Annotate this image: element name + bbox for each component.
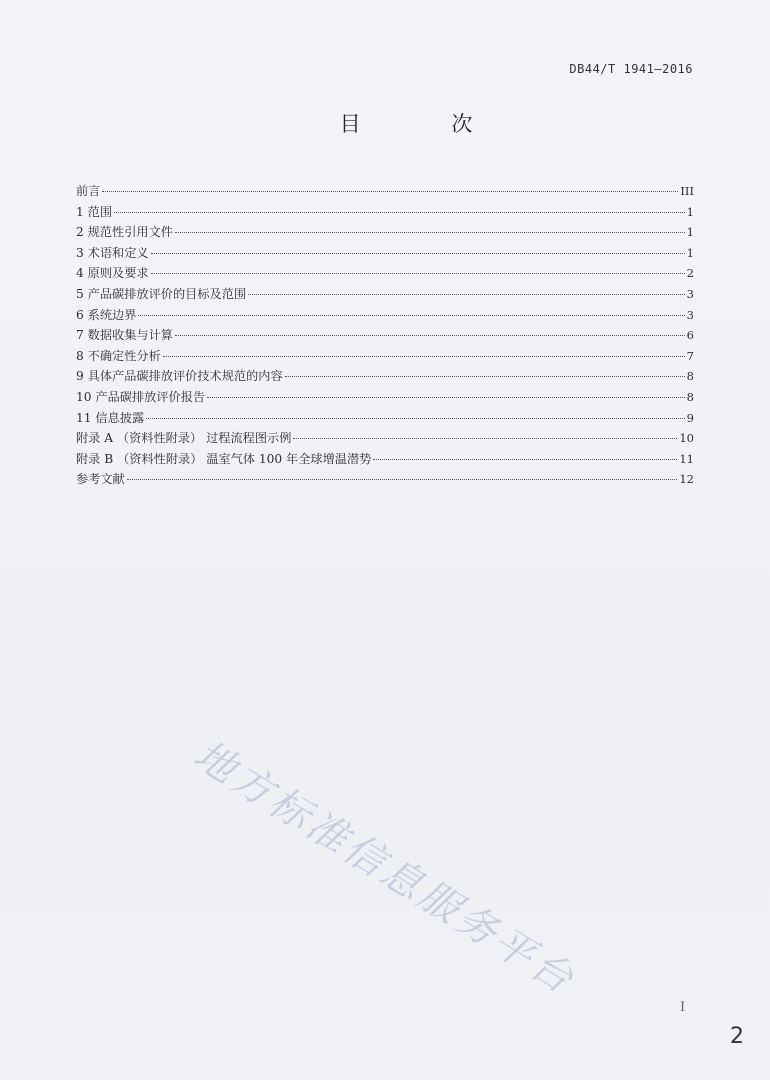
toc-entry[interactable] <box>76 470 694 491</box>
toc-entry-page: 1 <box>686 204 694 219</box>
toc-entry-label: 附录 A （资料性附录） 过程流程图示例 <box>76 431 292 446</box>
toc-entry[interactable] <box>76 409 694 430</box>
toc-entry-label: 7 数据收集与计算 <box>76 328 173 343</box>
toc-entry[interactable] <box>76 367 694 388</box>
toc-leader-dots <box>163 356 685 357</box>
toc-entry[interactable] <box>76 285 694 306</box>
toc-entry-page: 8 <box>686 389 694 404</box>
toc-leader-dots <box>151 273 685 274</box>
toc-entry-label: 参考文献 <box>76 472 125 487</box>
toc-entry-label: 2 规范性引用文件 <box>76 225 173 240</box>
toc-leader-dots <box>248 294 685 295</box>
toc-leader-dots <box>207 397 685 398</box>
toc-entry[interactable] <box>76 347 694 368</box>
toc-entry-label: 8 不确定性分析 <box>76 348 161 363</box>
toc-entry-page: 8 <box>686 369 694 384</box>
document-code: DB44/T 1941—2016 <box>569 62 693 76</box>
toc-leader-dots <box>373 459 677 460</box>
toc-entry-label: 1 范围 <box>76 204 113 219</box>
toc-entry[interactable] <box>76 326 694 347</box>
toc-entry-page: 12 <box>679 472 694 487</box>
watermark: 地方标准信息服务平台 <box>185 731 584 1005</box>
toc-entry-label: 4 原则及要求 <box>76 266 149 281</box>
toc-leader-dots <box>293 438 677 439</box>
toc-entry[interactable] <box>76 306 694 327</box>
toc-leader-dots <box>175 232 685 233</box>
toc-entry-page: 3 <box>686 286 694 301</box>
toc-leader-dots <box>138 315 684 316</box>
toc-entry[interactable] <box>76 429 694 450</box>
toc-entry-page: 7 <box>686 348 694 363</box>
toc-entry-page: III <box>680 184 694 198</box>
toc-title: 目 次 <box>339 112 515 136</box>
toc-entry-label: 3 术语和定义 <box>76 245 149 260</box>
toc-entry-page: 1 <box>686 245 694 260</box>
toc-entry-page: 3 <box>686 307 694 322</box>
toc-entry-page: 10 <box>679 431 694 446</box>
toc-entry[interactable] <box>76 450 694 471</box>
toc-leader-dots <box>175 335 685 336</box>
toc-entry-page: 6 <box>686 328 694 343</box>
toc-leader-dots <box>127 479 678 480</box>
toc-entry-label: 10 产品碳排放评价报告 <box>76 389 206 404</box>
toc-entry[interactable] <box>76 264 694 285</box>
toc-entry[interactable] <box>76 244 694 265</box>
page-folio: I <box>680 1000 686 1015</box>
toc-entry[interactable] <box>76 223 694 244</box>
toc-entry[interactable] <box>76 182 694 203</box>
toc-entry[interactable] <box>76 388 694 409</box>
toc-entry-label: 11 信息披露 <box>76 410 145 425</box>
toc-entry-label: 6 系统边界 <box>76 307 137 322</box>
toc-leader-dots <box>114 212 685 213</box>
toc-leader-dots <box>102 191 678 192</box>
sheet-number: 2 <box>730 1024 744 1049</box>
toc-entry-page: 1 <box>686 225 694 240</box>
toc-entry-label: 5 产品碳排放评价的目标及范围 <box>76 286 247 301</box>
toc-entry[interactable] <box>76 203 694 224</box>
toc-leader-dots <box>151 253 685 254</box>
table-of-contents <box>76 182 694 491</box>
toc-entry-label: 9 具体产品碳排放评价技术规范的内容 <box>76 369 283 384</box>
toc-entry-page: 9 <box>686 410 694 425</box>
toc-entry-label: 附录 B （资料性附录） 温室气体 100 年全球增温潜势 <box>76 451 372 466</box>
toc-leader-dots <box>146 418 685 419</box>
toc-entry-page: 2 <box>686 266 694 281</box>
toc-entry-label: 前言 <box>76 184 101 198</box>
toc-leader-dots <box>285 376 685 377</box>
toc-entry-page: 11 <box>679 451 694 466</box>
